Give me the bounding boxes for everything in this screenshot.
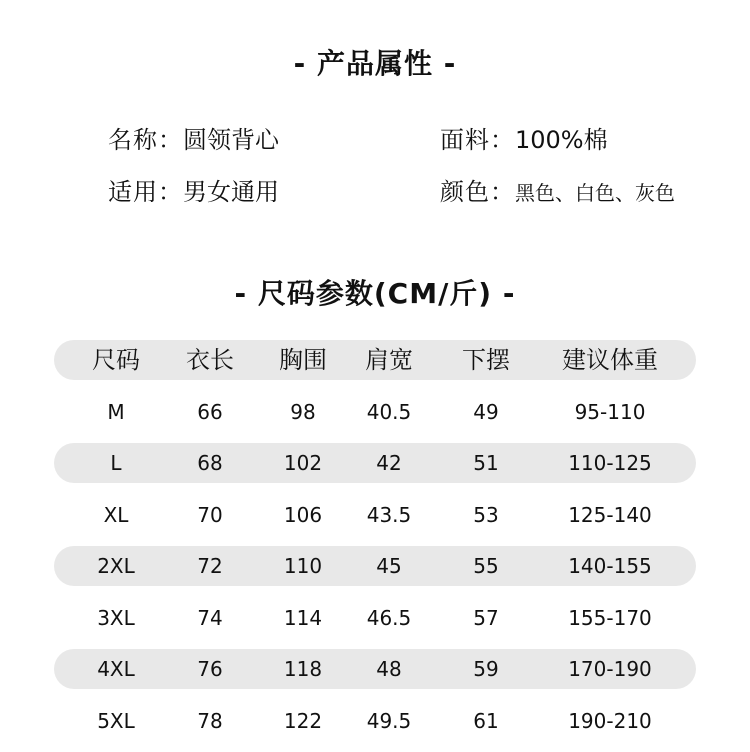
weight-cell: 110-125 (568, 451, 652, 475)
length-cell: 66 (197, 399, 223, 424)
table-row (54, 701, 696, 741)
size-cell: 3XL (97, 605, 135, 630)
header-cell: 下摆 (462, 346, 510, 374)
attribute-value: 100%棉 (515, 126, 608, 154)
length-cell: 72 (197, 554, 223, 578)
table-header-row (54, 340, 696, 380)
length-cell: 74 (197, 605, 223, 630)
weight-cell: 140-155 (568, 554, 652, 578)
table-row (54, 392, 696, 432)
attribute-key: 名称： (108, 126, 183, 154)
chest-cell: 114 (283, 605, 323, 630)
header-cell: 建议体重 (562, 346, 658, 374)
product-attributes-title: - 产品属性 - (293, 47, 457, 80)
chest-cell: 110 (283, 554, 323, 578)
hem-cell: 55 (473, 554, 499, 578)
shoulder-cell: 40.5 (366, 399, 412, 424)
header-cell: 肩宽 (365, 346, 413, 374)
attribute-key: 颜色： (440, 178, 515, 206)
attribute-value: 男女通用 (183, 178, 279, 206)
size-cell: 5XL (97, 708, 135, 733)
table-row (54, 443, 696, 483)
shoulder-cell: 49.5 (366, 708, 412, 733)
length-cell: 68 (197, 451, 223, 475)
attribute-value: 黑色、白色、灰色 (515, 181, 675, 205)
table-row (54, 495, 696, 535)
size-parameters-title: - 尺码参数(CM/斤) - (234, 277, 516, 310)
chest-cell: 106 (283, 502, 323, 527)
attribute-name (108, 120, 279, 155)
weight-cell: 190-210 (568, 708, 652, 733)
hem-cell: 51 (473, 451, 499, 475)
weight-cell: 125-140 (568, 502, 652, 527)
length-cell: 76 (197, 657, 223, 681)
shoulder-cell: 43.5 (366, 502, 412, 527)
weight-cell: 155-170 (568, 605, 652, 630)
size-cell: L (110, 451, 122, 475)
chest-cell: 98 (290, 399, 316, 424)
attribute-key: 适用： (108, 178, 183, 206)
chest-cell: 102 (283, 451, 323, 475)
table-row (54, 546, 696, 586)
chest-cell: 122 (283, 708, 323, 733)
table-row (54, 598, 696, 638)
shoulder-cell: 46.5 (366, 605, 412, 630)
attribute-value: 圆领背心 (183, 126, 279, 154)
size-cell: 2XL (97, 554, 135, 578)
hem-cell: 49 (473, 399, 499, 424)
chest-cell: 118 (283, 657, 323, 681)
table-row (54, 649, 696, 689)
attribute-suitable (108, 172, 279, 207)
header-cell: 尺码 (92, 346, 140, 374)
weight-cell: 95-110 (574, 399, 646, 424)
shoulder-cell: 45 (376, 554, 402, 578)
shoulder-cell: 48 (376, 657, 402, 681)
hem-cell: 59 (473, 657, 499, 681)
size-cell: M (107, 399, 125, 424)
header-cell: 衣长 (186, 346, 234, 374)
weight-cell: 170-190 (568, 657, 652, 681)
size-cell: 4XL (97, 657, 135, 681)
attribute-color (440, 172, 675, 207)
hem-cell: 61 (473, 708, 499, 733)
length-cell: 70 (197, 502, 223, 527)
hem-cell: 57 (473, 605, 499, 630)
size-cell: XL (103, 502, 129, 527)
size-table (54, 340, 696, 752)
attribute-key: 面料： (440, 126, 515, 154)
length-cell: 78 (197, 708, 223, 733)
shoulder-cell: 42 (376, 451, 402, 475)
hem-cell: 53 (473, 502, 499, 527)
attribute-fabric (440, 120, 608, 155)
header-cell: 胸围 (279, 346, 327, 374)
